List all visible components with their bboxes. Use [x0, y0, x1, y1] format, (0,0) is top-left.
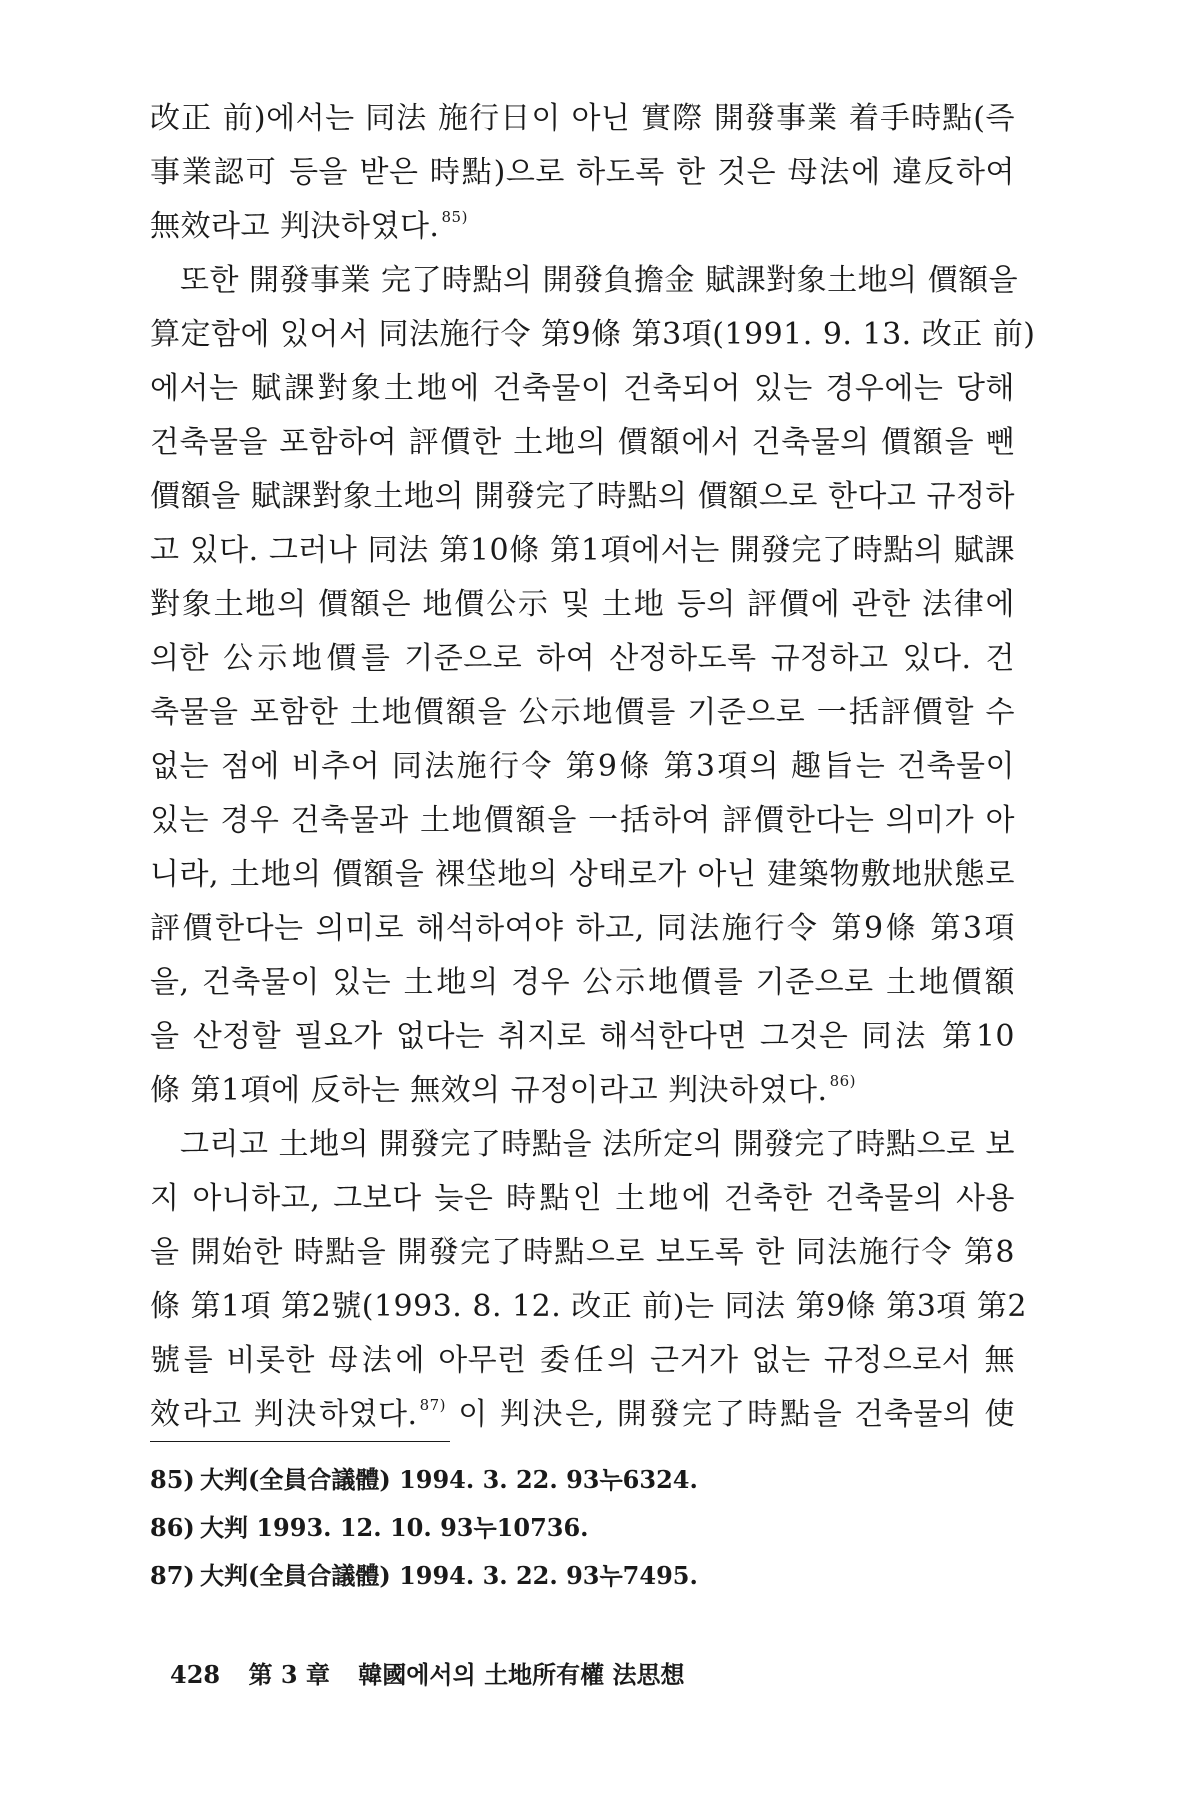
running-footer	[170, 1655, 705, 1690]
line-text: 을 開始한 時點을 開發完了時點으로 보도록 한 同法施行令 第8	[150, 1235, 1015, 1270]
text-line-9	[150, 524, 1015, 578]
line-text: 의한 公示地價를 기준으로 하여 산정하도록 규정하고 있다. 건	[150, 641, 1015, 676]
text-line-5	[150, 308, 1036, 362]
line-text: 또한 開發事業 完了時點의 開發負擔金 賦課對象土地의 價額을	[180, 263, 1019, 298]
footnote-ref-87: 87)	[419, 1396, 447, 1414]
line-text: 評價한다는 의미로 해석하여야 하고, 同法施行令 第9條 第3項	[150, 911, 1015, 946]
line-text: 에서는 賦課對象土地에 건축물이 건축되어 있는 경우에는 당해	[150, 371, 1015, 406]
line-text: 지 아니하고, 그보다 늦은 時點인 土地에 건축한 건축물의 사용	[150, 1181, 1015, 1216]
line-text: 있는 경우 건축물과 土地價額을 一括하여 評價한다는 의미가 아	[150, 803, 1015, 838]
line-text: 無效라고 判決하였다.	[150, 209, 440, 244]
text-line-4	[150, 254, 1019, 308]
text-line-21	[150, 1172, 1015, 1226]
line-text: 條 第1項 第2號(1993. 8. 12. 改正 前)는 同法 第9條 第3項 第2	[150, 1289, 1027, 1324]
text-line-19	[150, 1064, 1015, 1118]
text-line-20	[150, 1118, 1015, 1172]
line-text: 니라, 土地의 價額을 裸垈地의 상태로가 아닌 建築物敷地狀態로	[150, 857, 1015, 892]
text-line-24	[150, 1334, 1015, 1388]
chapter-label: 第 3 章	[248, 1660, 330, 1689]
line-text: 效라고 判決하였다.	[150, 1397, 418, 1432]
main-text	[150, 92, 1036, 1442]
text-line-7	[150, 416, 1015, 470]
footnote-text: 大判(全員合議體) 1994. 3. 22. 93누7495.	[200, 1561, 698, 1590]
footnote-87	[150, 1552, 910, 1600]
footnote-number: 85)	[150, 1465, 195, 1494]
chapter-title: 韓國에서의 土地所有權 法思想	[358, 1660, 685, 1689]
text-line-6	[150, 362, 1015, 416]
text-line-10	[150, 578, 1015, 632]
text-line-25	[150, 1388, 1015, 1442]
line-text: 事業認可 등을 받은 時點)으로 하도록 한 것은 母法에 違反하여	[150, 155, 1015, 190]
text-line-14	[150, 794, 1015, 848]
page-number: 428	[170, 1660, 221, 1689]
text-line-23	[150, 1280, 1027, 1334]
text-line-17	[150, 956, 1015, 1010]
footnotes	[150, 1456, 910, 1600]
line-text: 고 있다. 그러나 同法 第10條 第1項에서는 開發完了時點의 賦課	[150, 533, 1015, 568]
text-line-8	[150, 470, 1015, 524]
line-text: 條 第1項에 反하는 無效의 규정이라고 判決하였다.	[150, 1073, 828, 1108]
line-text: 을 산정할 필요가 없다는 취지로 해석한다면 그것은 同法 第10	[150, 1019, 1015, 1054]
footnote-ref-86: 86)	[829, 1072, 857, 1090]
line-text: 算定함에 있어서 同法施行令 第9條 第3項(1991. 9. 13. 改正 前)	[150, 317, 1036, 352]
text-line-13	[150, 740, 1015, 794]
text-line-18	[150, 1010, 1015, 1064]
line-text: 對象土地의 價額은 地價公示 및 土地 등의 評價에 관한 法律에	[150, 587, 1015, 622]
footnote-text: 大判 1993. 12. 10. 93누10736.	[200, 1513, 589, 1542]
footnote-ref-85: 85)	[441, 208, 468, 226]
line-text: 號를 비롯한 母法에 아무런 委任의 근거가 없는 규정으로서 無	[150, 1343, 1015, 1378]
text-line-12	[150, 686, 1015, 740]
footnote-86	[150, 1504, 910, 1552]
line-text: 건축물을 포함하여 評價한 土地의 價額에서 건축물의 價額을 뺀	[150, 425, 1015, 460]
footnote-number: 87)	[150, 1561, 195, 1590]
line-text: 축물을 포함한 土地價額을 公示地價를 기준으로 一括評價할 수	[150, 695, 1015, 730]
text-line-1	[150, 92, 1015, 146]
text-line-22	[150, 1226, 1015, 1280]
text-line-3	[150, 200, 1015, 254]
line-text-tail: 이 判決은, 開發完了時點을 건축물의 使	[446, 1397, 1015, 1432]
line-text: 없는 점에 비추어 同法施行令 第9條 第3項의 趣旨는 건축물이	[150, 749, 1015, 784]
line-text: 을, 건축물이 있는 土地의 경우 公示地價를 기준으로 土地價額	[150, 965, 1015, 1000]
text-line-15	[150, 848, 1015, 902]
text-line-2	[150, 146, 1015, 200]
text-line-11	[150, 632, 1015, 686]
footnote-number: 86)	[150, 1513, 195, 1542]
line-text: 價額을 賦課對象土地의 開發完了時點의 價額으로 한다고 규정하	[150, 479, 1015, 514]
line-text: 그리고 土地의 開發完了時點을 法所定의 開發完了時點으로 보	[180, 1127, 1015, 1162]
text-line-16	[150, 902, 1015, 956]
footnote-text: 大判(全員合議體) 1994. 3. 22. 93누6324.	[200, 1465, 698, 1494]
footnote-85	[150, 1456, 910, 1504]
footnote-divider	[150, 1441, 450, 1442]
line-text: 改正 前)에서는 同法 施行日이 아닌 實際 開發事業 着手時點(즉	[150, 101, 1015, 136]
